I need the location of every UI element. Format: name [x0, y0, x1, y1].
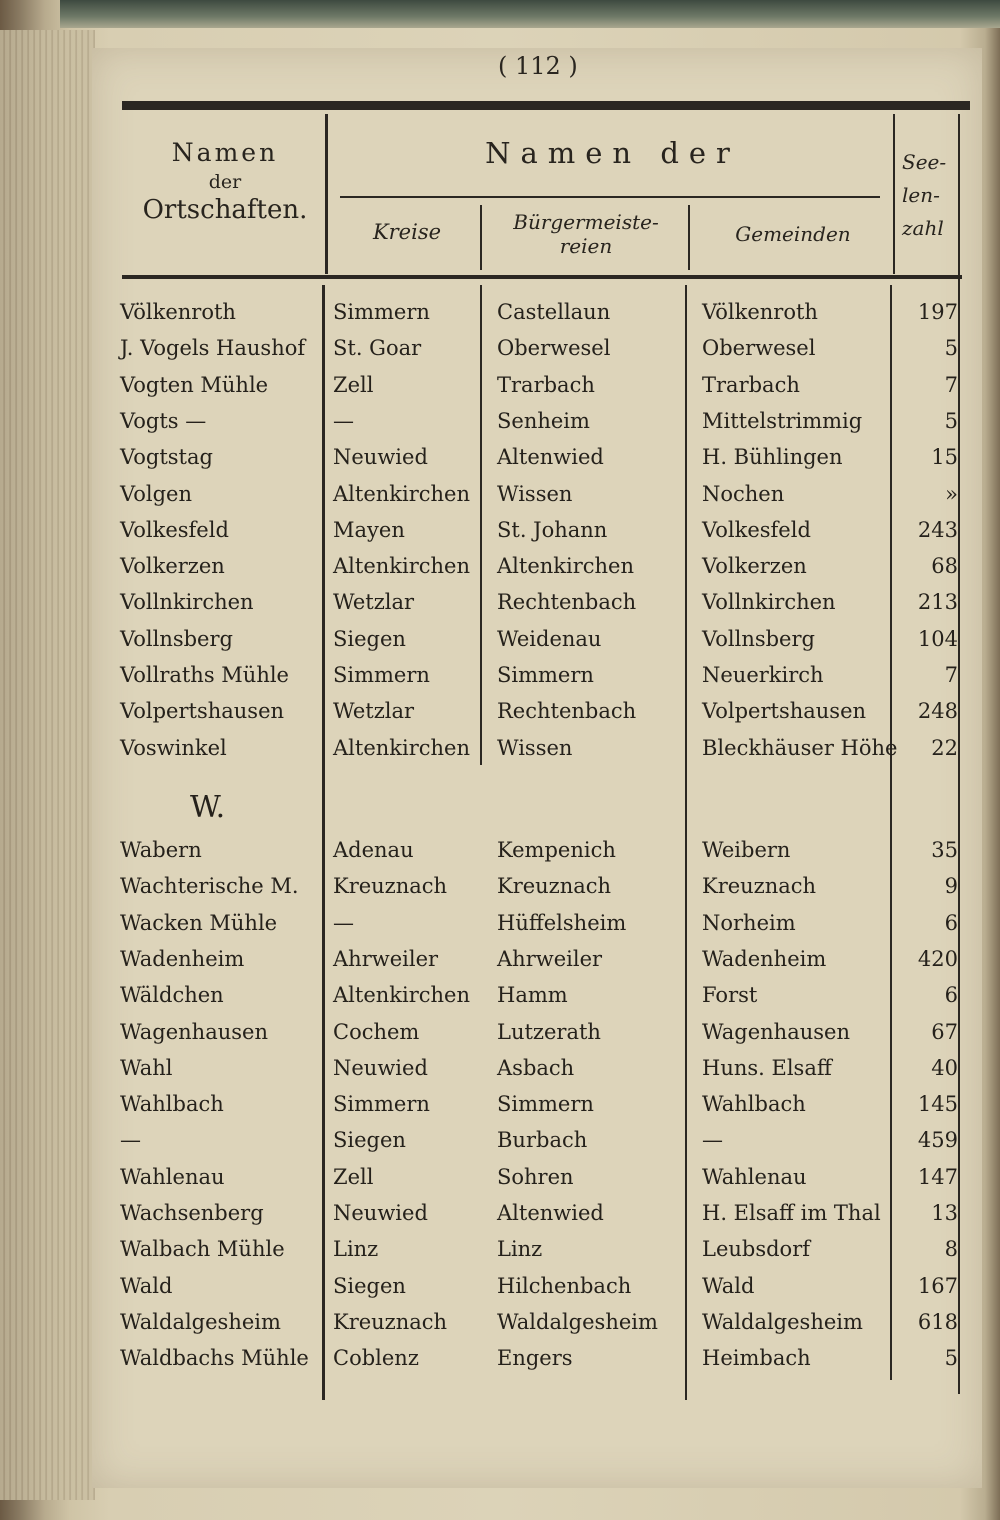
seelenzahl-cell: 459 [917, 1128, 958, 1153]
gemeinde-cell: Vollnsberg [702, 626, 815, 651]
ortschaft-cell: Walbach Mühle [120, 1237, 285, 1262]
header-top-rule [122, 101, 970, 110]
column-divider-1-body [322, 285, 325, 1400]
ortschaft-cell: Volpertshausen [120, 699, 285, 724]
kreis-cell: Wetzlar [333, 590, 415, 615]
gemeinde-cell: Neuerkirch [702, 663, 824, 687]
ortschaft-cell: Wachterische M. [120, 874, 299, 899]
gemeinde-cell: Norheim [702, 910, 796, 935]
kreis-cell: — [333, 910, 354, 935]
kreis-cell: Siegen [333, 1128, 406, 1153]
seelenzahl-cell: 618 [917, 1309, 958, 1334]
kreis-cell: Siegen [333, 626, 406, 651]
header-seelenzahl [896, 146, 962, 245]
page-paper [92, 48, 982, 1488]
column-divider-1 [325, 114, 328, 274]
ortschaft-cell: Wagenhausen [120, 1019, 268, 1044]
kreis-cell: Simmern [333, 300, 430, 324]
header-buergermeistereien-line1: Bürgermeiste- [513, 210, 659, 234]
page-edges [0, 30, 95, 1500]
ortschaft-cell: Vollraths Mühle [120, 663, 289, 687]
gemeinde-cell: Volkerzen [702, 554, 807, 579]
kreis-cell: Adenau [333, 838, 414, 862]
kreis-cell: Coblenz [333, 1346, 419, 1371]
header-bottom-rule [122, 275, 962, 279]
kreis-cell: Wetzlar [333, 699, 415, 724]
kreis-cell: Simmern [333, 663, 430, 687]
gemeinde-cell: H. Elsaff im Thal [702, 1201, 881, 1225]
ortschaft-cell: Wahl [120, 1055, 173, 1080]
seelenzahl-cell: 243 [917, 517, 958, 542]
kreis-cell: Cochem [333, 1019, 420, 1044]
buergermeisterei-cell: Kreuznach [497, 874, 612, 899]
seelenzahl-cell: 6 [944, 910, 958, 935]
seelenzahl-cell: 248 [917, 699, 958, 724]
buergermeisterei-cell: Lutzerath [497, 1019, 601, 1044]
buergermeisterei-cell: Sohren [497, 1164, 574, 1189]
gemeinde-cell: Nochen [702, 481, 785, 506]
kreis-cell: Linz [333, 1237, 379, 1262]
gemeinde-cell: Völkenroth [702, 300, 818, 324]
kreis-cell: Zell [333, 1164, 374, 1189]
seelenzahl-cell: 213 [917, 590, 958, 615]
header-seelenzahl-line2: len- [902, 183, 940, 207]
ortschaft-cell: Voswinkel [120, 735, 227, 760]
buergermeisterei-cell: Linz [497, 1237, 543, 1262]
ortschaft-cell: Volkerzen [120, 554, 225, 579]
ortschaft-cell: Wahlenau [120, 1164, 225, 1189]
buergermeisterei-cell: St. Johann [497, 517, 608, 542]
kreis-cell: St. Goar [333, 336, 422, 361]
column-divider-4-body [890, 285, 892, 1380]
seelenzahl-cell: 420 [917, 946, 958, 971]
kreis-cell: Neuwied [333, 445, 428, 470]
header-ortschaften-line2: der [208, 171, 242, 193]
ortschaft-cell: Vollnsberg [120, 626, 233, 651]
kreis-cell: Mayen [333, 517, 405, 542]
ortschaft-cell: Wabern [120, 838, 202, 862]
buergermeisterei-cell: Simmern [497, 663, 594, 687]
seelenzahl-cell: 8 [944, 1237, 958, 1262]
buergermeisterei-cell: Senheim [497, 408, 590, 433]
header-seelenzahl-line1: See- [902, 150, 947, 174]
gemeinde-cell: Wahlbach [702, 1092, 806, 1117]
ortschaft-cell: Waldalgesheim [120, 1309, 281, 1334]
seelenzahl-cell: 22 [931, 735, 958, 760]
gemeinde-cell: Waldalgesheim [702, 1309, 863, 1334]
kreis-cell: Ahrweiler [333, 946, 439, 971]
kreis-cell: Kreuznach [333, 874, 448, 899]
kreis-cell: Altenkirchen [333, 554, 470, 579]
header-gemeinden: Gemeinden [735, 222, 851, 246]
header-ortschaften-line1: Namen [171, 138, 279, 167]
column-divider-4 [893, 114, 895, 274]
buergermeisterei-cell: Trarbach [497, 372, 595, 397]
ortschaft-cell: — [120, 1128, 141, 1153]
ortschaft-cell: Wäldchen [120, 983, 224, 1008]
seelenzahl-cell: 13 [931, 1201, 958, 1225]
gemeinde-cell: Weibern [702, 838, 791, 862]
gemeinde-cell: Volkesfeld [702, 517, 811, 542]
gemeinde-cell: Leubsdorf [702, 1237, 811, 1262]
ortschaft-cell: Volgen [120, 481, 192, 506]
kreis-cell: Altenkirchen [333, 983, 470, 1008]
ortschaft-cell: Vogts — [120, 408, 207, 433]
column-divider-3 [688, 205, 690, 270]
kreis-cell: Altenkirchen [333, 481, 470, 506]
gemeinde-cell: Trarbach [702, 372, 800, 397]
buergermeisterei-cell: Rechtenbach [497, 699, 637, 724]
buergermeisterei-cell: Asbach [497, 1055, 575, 1080]
ortschaft-cell: Vogten Mühle [120, 372, 269, 397]
buergermeisterei-cell: Oberwesel [497, 336, 611, 361]
ortschaft-cell: Volkesfeld [120, 517, 229, 542]
gemeinde-cell: Forst [702, 983, 758, 1008]
ortschaft-cell: Vollnkirchen [120, 590, 254, 615]
kreis-cell: Neuwied [333, 1055, 428, 1080]
ortschaft-cell: J. Vogels Haushof [120, 336, 306, 361]
gemeinde-cell: Wald [702, 1273, 755, 1298]
buergermeisterei-cell: Burbach [497, 1128, 588, 1153]
seelenzahl-cell: » [945, 481, 958, 506]
seelenzahl-cell: 15 [931, 445, 958, 470]
kreis-cell: Altenkirchen [333, 735, 470, 760]
header-ortschaften-line3: Ortschaften. [142, 195, 308, 225]
ortschaft-cell: Wald [120, 1273, 173, 1298]
header-seelenzahl-line3: zahl [902, 216, 944, 240]
gemeinde-cell: — [702, 1128, 723, 1153]
gemeinde-cell: Vollnkirchen [702, 590, 836, 615]
seelenzahl-cell: 145 [917, 1092, 958, 1117]
seelenzahl-cell: 5 [944, 408, 958, 433]
header-group-rule [340, 196, 880, 198]
kreis-cell: Simmern [333, 1092, 430, 1117]
kreis-cell: Neuwied [333, 1201, 428, 1225]
seelenzahl-cell: 147 [917, 1164, 958, 1189]
kreis-cell: Zell [333, 372, 374, 397]
column-divider-2-body [480, 285, 482, 765]
buergermeisterei-cell: Castellaun [497, 300, 611, 324]
seelenzahl-cell: 68 [931, 554, 958, 579]
seelenzahl-cell: 7 [944, 372, 958, 397]
buergermeisterei-cell: Hüffelsheim [497, 910, 627, 935]
ortschaft-cell: Wadenheim [120, 946, 245, 971]
ortschaft-cell: Wahlbach [120, 1092, 224, 1117]
seelenzahl-cell: 7 [944, 663, 958, 687]
header-buergermeistereien-line2: reien [559, 234, 613, 258]
seelenzahl-cell: 40 [931, 1055, 958, 1080]
buergermeisterei-cell: Altenwied [497, 1201, 604, 1225]
gemeinde-cell: Wahlenau [702, 1164, 807, 1189]
buergermeisterei-cell: Engers [497, 1346, 573, 1371]
book-cover-edge [60, 0, 1000, 28]
buergermeisterei-cell: Rechtenbach [497, 590, 637, 615]
seelenzahl-cell: 167 [917, 1273, 958, 1298]
buergermeisterei-cell: Kempenich [497, 838, 616, 862]
section-letter: W. [190, 790, 226, 825]
buergermeisterei-cell: Simmern [497, 1092, 594, 1117]
buergermeisterei-cell: Weidenau [497, 626, 602, 651]
buergermeisterei-cell: Altenkirchen [497, 554, 634, 579]
seelenzahl-cell: 6 [944, 983, 958, 1008]
header-buergermeistereien [486, 210, 686, 258]
column-divider-2 [480, 205, 482, 270]
column-divider-5 [958, 114, 960, 1394]
column-divider-3-body [685, 285, 687, 1400]
seelenzahl-cell: 35 [931, 838, 958, 862]
header-kreise: Kreise [372, 220, 442, 244]
gemeinde-cell: Huns. Elsaff [702, 1055, 832, 1080]
gemeinde-cell: H. Bühlingen [702, 445, 843, 470]
kreis-cell: Kreuznach [333, 1309, 448, 1334]
gemeinde-cell: Kreuznach [702, 874, 817, 899]
ortschaft-cell: Völkenroth [120, 300, 236, 324]
ortschaft-cell: Wacken Mühle [120, 910, 278, 935]
gemeinde-cell: Bleckhäuser Höhe [702, 735, 898, 760]
seelenzahl-cell: 67 [931, 1019, 958, 1044]
gemeinde-cell: Oberwesel [702, 336, 816, 361]
seelenzahl-cell: 5 [944, 336, 958, 361]
ortschaft-cell: Waldbachs Mühle [120, 1346, 309, 1371]
buergermeisterei-cell: Hilchenbach [497, 1273, 632, 1298]
gemeinde-cell: Volpertshausen [702, 699, 867, 724]
kreis-cell: — [333, 408, 354, 433]
gemeinde-cell: Mittelstrimmig [702, 408, 863, 433]
buergermeisterei-cell: Ahrweiler [497, 946, 603, 971]
buergermeisterei-cell: Waldalgesheim [497, 1309, 658, 1334]
header-ortschaften [125, 138, 325, 225]
buergermeisterei-cell: Hamm [497, 983, 568, 1008]
page-number: ( 112 ) [498, 52, 578, 80]
seelenzahl-cell: 5 [944, 1346, 958, 1371]
seelenzahl-cell: 9 [944, 874, 958, 899]
buergermeisterei-cell: Wissen [497, 481, 573, 506]
kreis-cell: Siegen [333, 1273, 406, 1298]
gemeinde-cell: Wadenheim [702, 946, 827, 971]
ortschaft-cell: Wachsenberg [120, 1201, 264, 1225]
gemeinde-cell: Heimbach [702, 1346, 811, 1371]
seelenzahl-cell: 104 [917, 626, 958, 651]
buergermeisterei-cell: Altenwied [497, 445, 604, 470]
seelenzahl-cell: 197 [917, 300, 958, 324]
buergermeisterei-cell: Wissen [497, 735, 573, 760]
gemeinde-cell: Wagenhausen [702, 1019, 850, 1044]
header-group-title: Namen der [485, 136, 740, 170]
ortschaft-cell: Vogtstag [120, 445, 213, 470]
